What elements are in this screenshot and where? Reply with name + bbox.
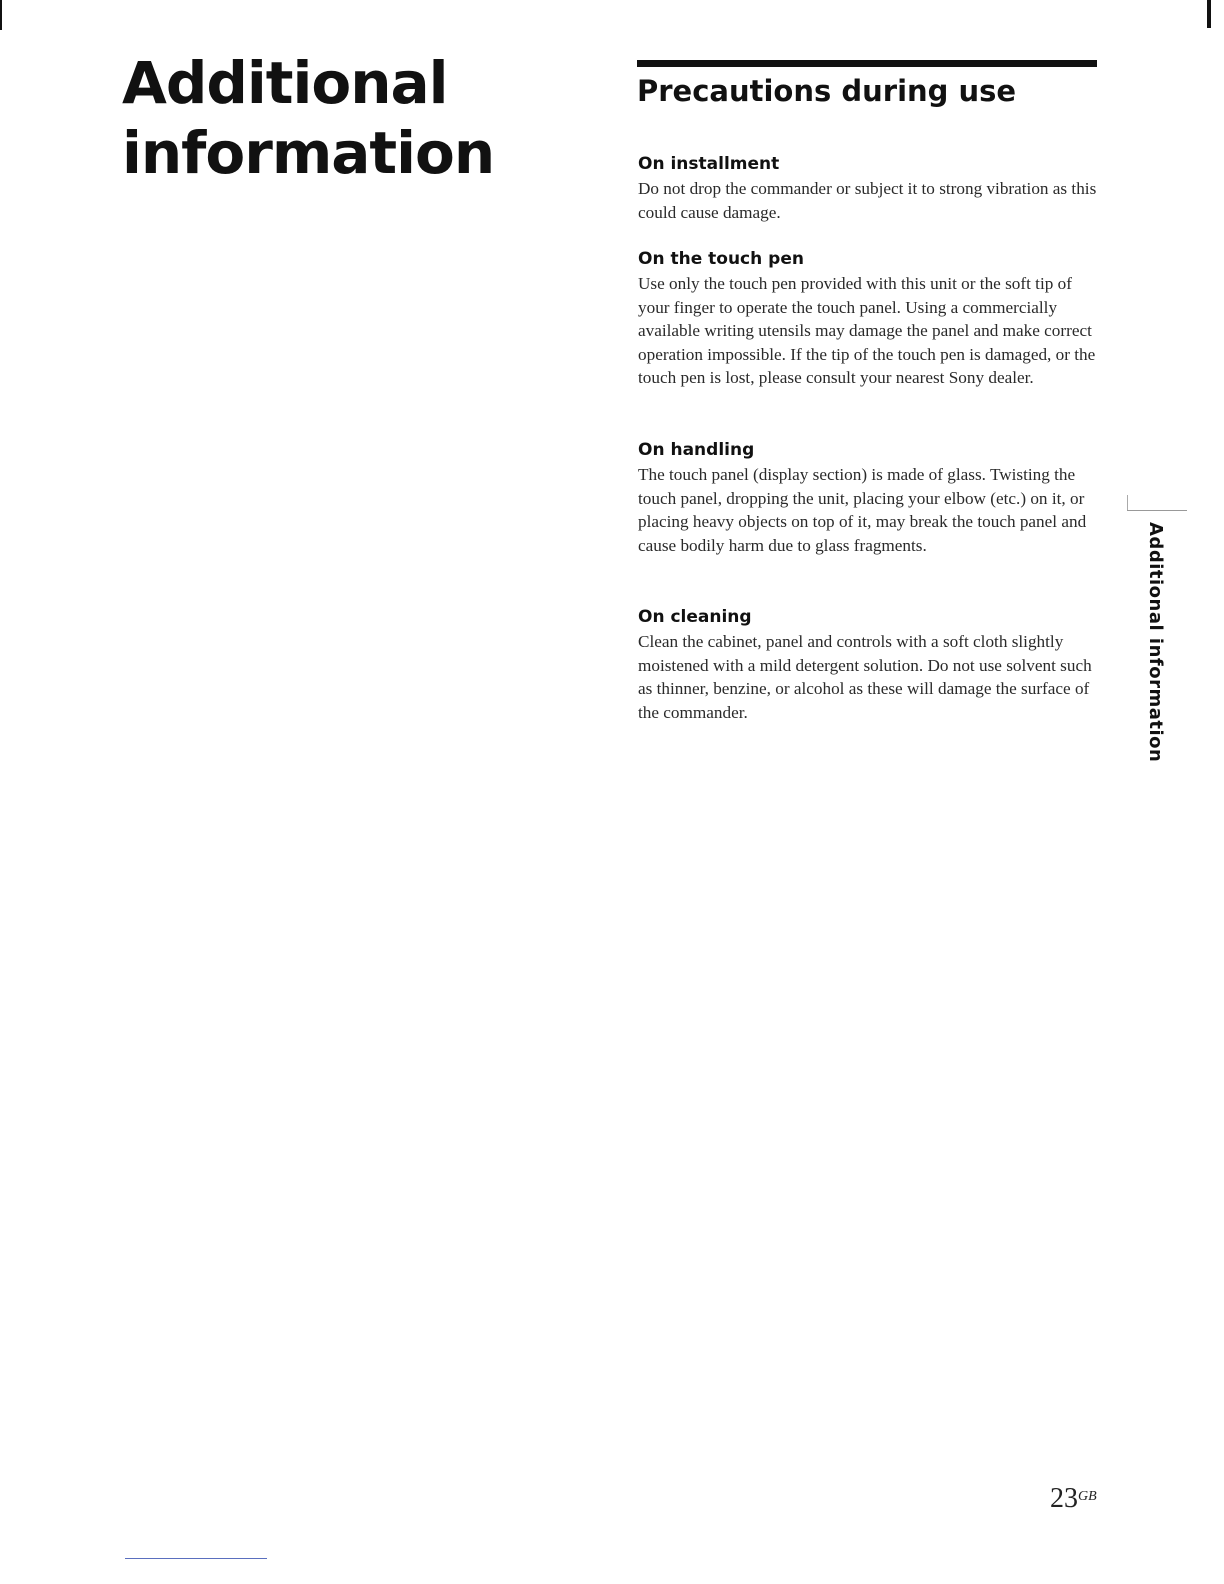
chapter-title-line-2: information — [122, 119, 495, 187]
subsection-text: Use only the touch pen provided with this unit or the soft tip of your finger to operate the touch panel. Using a commercially available writing utensils may damage the panel and make correct operation impossible. If the tip of the touch pen is damaged, or the touch pen is lost, please consult your nearest Sony dealer. — [638, 274, 1096, 388]
side-tab-line — [1127, 510, 1187, 511]
subsection-text: Do not drop the commander or subject it to strong vibration as this could cause damage. — [638, 179, 1097, 222]
subsection-cleaning — [638, 606, 1100, 724]
subsection-text: Clean the cabinet, panel and controls with a soft cloth slightly moistened with a mild detergent solution. Do not use solvent such as thinner, benzine, or alcohol as these will damage the surface of the commander. — [638, 632, 1092, 722]
page-number-suffix: GB — [1078, 1489, 1097, 1504]
side-tab-label: Additional information — [1145, 522, 1166, 763]
section-title: Precautions during use — [637, 74, 1017, 108]
subsection-heading: On installment — [638, 154, 780, 174]
subsection-installment — [638, 153, 1100, 224]
chapter-title-line-1: Additional — [122, 49, 448, 117]
scan-edge-mark-right — [1207, 0, 1211, 28]
subsection-heading: On handling — [638, 440, 755, 460]
subsection-heading: On the touch pen — [638, 249, 804, 269]
subsection-text: The touch panel (display section) is made of glass. Twisting the touch panel, dropping the unit, placing your elbow (etc.) on it, or placing heavy objects on top of it, may break the touch panel and cause bodily harm due to glass fragments. — [638, 465, 1087, 555]
chapter-title — [122, 48, 494, 188]
subsection-touch-pen — [638, 248, 1100, 390]
side-tab-tick — [1127, 495, 1128, 511]
subsection-handling — [638, 439, 1100, 557]
page-number — [1050, 1482, 1097, 1516]
scan-edge-mark-left — [0, 0, 2, 30]
section-rule — [637, 60, 1097, 67]
page-number-value: 23 — [1050, 1483, 1078, 1514]
footer-line — [125, 1558, 267, 1559]
subsection-heading: On cleaning — [638, 607, 752, 627]
